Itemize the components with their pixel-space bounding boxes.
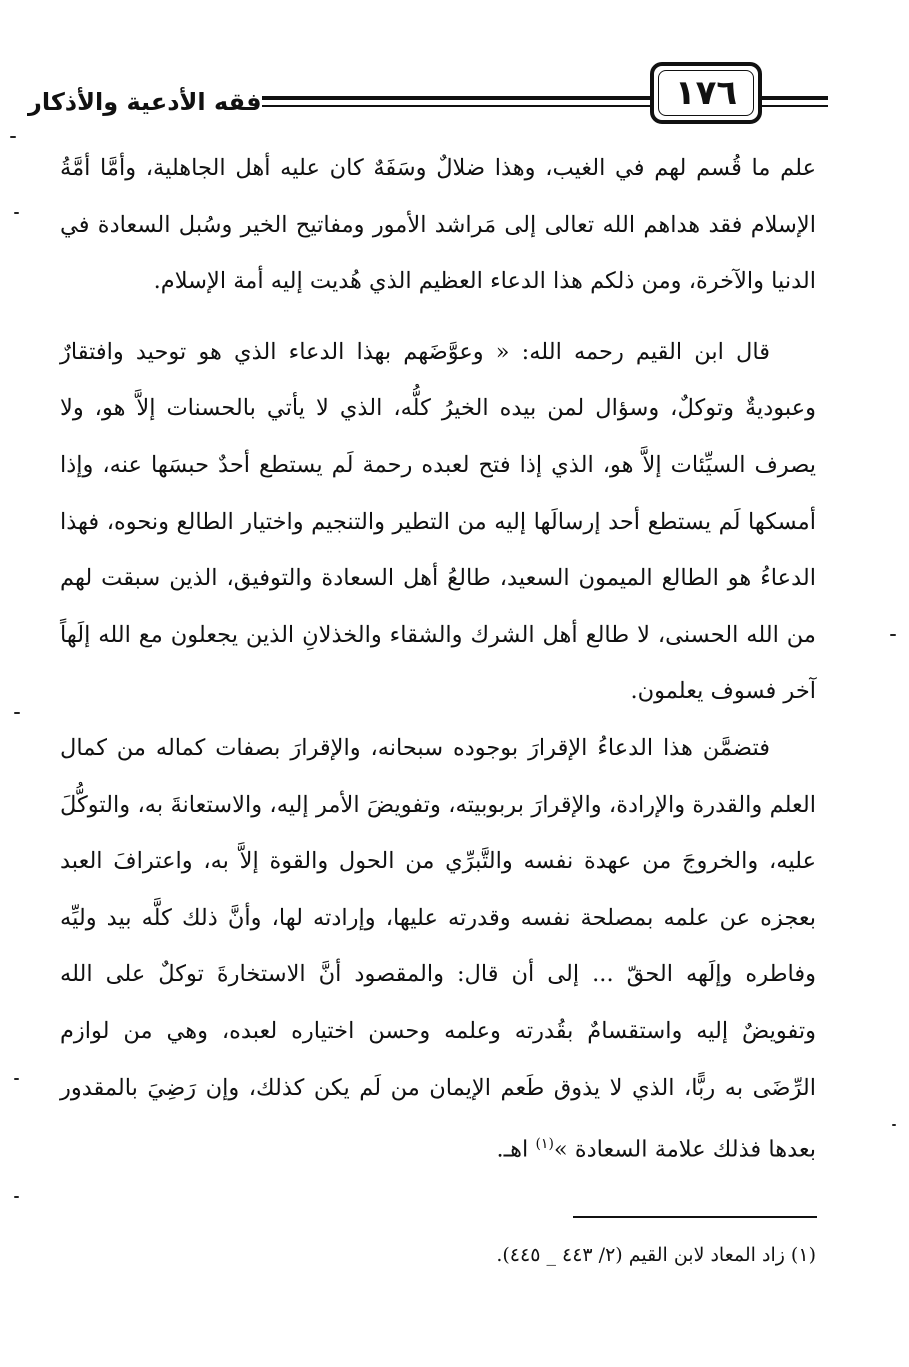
footnote-marker: (١)	[535, 1136, 554, 1153]
scan-speck	[890, 634, 896, 636]
footnote-divider	[573, 1216, 817, 1218]
header-rule-thin	[758, 105, 828, 107]
scan-speck	[14, 1196, 19, 1198]
page-number-frame	[650, 62, 762, 124]
scan-speck	[14, 1078, 19, 1080]
scan-speck	[14, 212, 19, 214]
header-rule-thin	[262, 105, 660, 107]
header-rule-right	[758, 96, 828, 110]
paragraph-intro: علم ما قُسم لهم في الغيب، وهذا ضلالٌ وسَفَهٌ كان عليه أهل الجاهلية، وأمَّا أمَّةُ الإسلام فقد هداهم الله تعالى إلى مَراشد الأمور ومفاتيح الخير وسُبل السعادة في الدنيا والآخرة، ومن ذلكم هذا الدعاء العظيم الذي هُديت إليه أمة الإسلام.	[60, 155, 816, 295]
running-title: فقه الأدعية والأذكار	[28, 88, 262, 116]
paragraph-analysis	[60, 720, 816, 1178]
scan-speck	[892, 1124, 896, 1126]
header-rule-left	[262, 96, 660, 110]
main-text	[60, 140, 816, 1178]
paragraph-quote: قال ابن القيم رحمه الله: « وعوَّضَهم بهذا الدعاء الذي هو توحيد وافتقارٌ وعبوديةٌ وتوكلٌ، وسؤال لمن بيده الخيرُ كلُّه، الذي لا يأتي بالحسنات إلاَّ هو، ولا يصرف السيِّئات إلاَّ هو، الذي إذا فتح لعبده رحمة لَم يستطع أحدٌ حبسَها عنه، وإذا أمسكها لَم يستطع أحد إرسالَها إليه من التطير والتنجيم واختيار الطالع ونحوه، فهذا الدعاءُ هو الطالع الميمون السعيد، طالعُ أهل السعادة والتوفيق، الذين سبقت لهم من الله الحسنى، لا طالع أهل الشرك والشقاء والخذلانِ الذين يجعلون مع الله إلَهاً آخر فسوف يعلمون.	[60, 338, 816, 705]
footnote: (١) زاد المعاد لابن القيم (٢/ ٤٤٣ _ ٤٤٥).	[496, 1244, 816, 1266]
header-rule-thick	[758, 96, 828, 100]
paragraph-analysis-end: اهـ.	[496, 1136, 536, 1163]
scan-speck	[10, 136, 16, 138]
header-rule-thick	[262, 96, 660, 100]
paragraph-analysis-text: فتضمَّن هذا الدعاءُ الإقرارَ بوجوده سبحانه، والإقرارَ بصفات كماله من كمال العلم والقدرة والإرادة، والإقرارَ بربوبيته، وتفويضَ الأمر إليه، والاستعانةَ به، والتوكُّلَ عليه، والخروجَ من عهدة نفسه والتَّبرِّي من الحول والقوة إلاَّ به، واعترافَ العبد بعجزه عن علمه بمصلحة نفسه وقدرته عليها، وإرادته لها، وأنَّ ذلك كلَّه بيد وليِّه وفاطره وإلَهه الحقّ ... إلى أن قال: والمقصود أنَّ الاستخارةَ توكلٌ على الله وتفويضٌ إليه واستقسامٌ بقُدرته وعلمه وحسن اختياره لعبده، وهي من لوازم الرِّضَى به ربًّا، الذي لا يذوق طَعم الإيمان من لَم يكن كذلك، وإن رَضِيَ بالمقدور بعدها فذلك علامة السعادة »	[60, 734, 816, 1163]
page-number: ١٧٦	[674, 73, 738, 113]
page-header	[28, 58, 818, 140]
scan-speck	[14, 712, 20, 714]
